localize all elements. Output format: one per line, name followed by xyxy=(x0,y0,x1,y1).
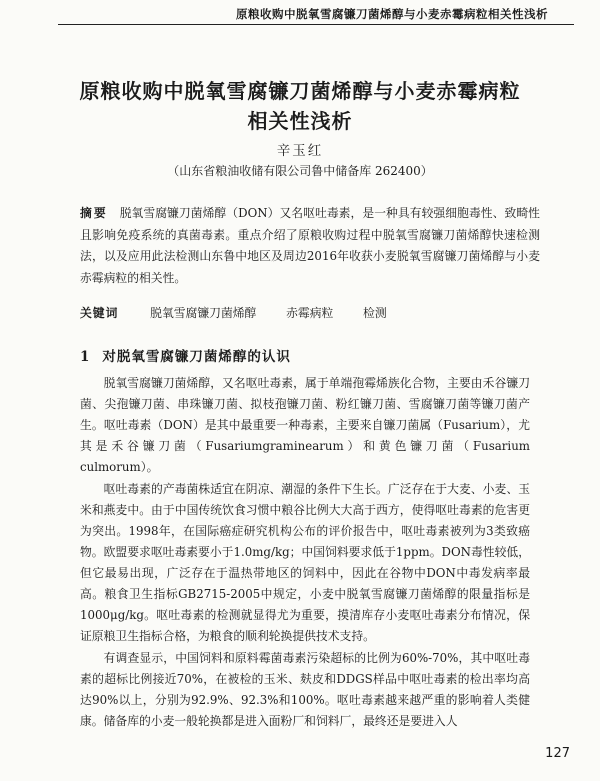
keywords-label: 关键词 xyxy=(80,306,119,320)
abstract xyxy=(80,203,540,289)
abstract-text: 脱氧雪腐镰刀菌烯醇（DON）又名呕吐毒素，是一种具有较强细胞毒性、致畸性且影响免疫系统的真菌毒素。重点介绍了原粮收购过程中脱氧雪腐镰刀菌烯醇快速检测法，以及应用此法检测山东鲁中地区及周边2016年收获小麦脱氧雪腐镰刀菌烯醇与小麦赤霉病粒的相关性。 xyxy=(80,206,540,285)
keywords xyxy=(80,303,540,324)
author-name: 辛玉红 xyxy=(276,143,324,159)
author-affiliation: （山东省粮油收储有限公司鲁中储备库 262400） xyxy=(167,164,433,178)
article-title-line-2: 相关性浅析 xyxy=(247,109,353,133)
section-number: 1 xyxy=(80,349,91,365)
section-title: 对脱氧雪腐镰刀菌烯醇的认识 xyxy=(102,349,291,365)
article-title xyxy=(0,76,600,136)
page-number: 127 xyxy=(545,746,570,761)
abstract-label: 摘要 xyxy=(80,206,108,220)
section-heading xyxy=(80,345,291,365)
running-header xyxy=(0,0,600,28)
paragraph: 脱氧雪腐镰刀菌烯醇，又名呕吐毒素，属于单端孢霉烯族化合物，主要由禾谷镰刀菌、尖孢镰刀菌、串珠镰刀菌、拟枝孢镰刀菌、粉红镰刀菌、雪腐镰刀菌等镰刀菌产生。呕吐毒素（DON）是其中最重要一种毒素，主要来自镰刀菌属（Fusarium），尤其是禾谷镰刀菌（Fusariumgraminearum）和黄色镰刀菌（Fusarium culmorum）。 xyxy=(80,376,530,474)
keyword-item: 脱氧雪腐镰刀菌烯醇 xyxy=(150,306,257,320)
paragraph: 呕吐毒素的产毒菌株适宜在阴凉、潮湿的条件下生长。广泛存在于大麦、小麦、玉米和燕麦中。由于中国传统饮食习惯中粮谷比例大大高于西方，使得呕吐毒素的危害更为突出。1998年，在国际癌症研究机构公布的评价报告中，呕吐毒素被列为3类致癌物。欧盟要求呕吐毒素要小于1.0mg/kg；中国饲料要求低于1ppm。DON毒性较低，但它最易出现，广泛存在于温热带地区的饲料中，因此在谷物中DON中毒发病率最高。粮食卫生指标GB2715-2005中规定，小麦中脱氧雪腐镰刀菌烯醇的限量指标是1000μg/kg。呕吐毒素的检测就显得尤为重要，摸清库存小麦呕吐毒素分布情况，保证原粮卫生指标合格，为粮食的顺利轮换提供技术支持。 xyxy=(80,482,530,643)
running-header-title: 原粮收购中脱氧雪腐镰刀菌烯醇与小麦赤霉病粒相关性浅析 xyxy=(236,7,548,21)
article-title-line-1: 原粮收购中脱氧雪腐镰刀菌烯醇与小麦赤霉病粒 xyxy=(79,79,521,103)
keyword-item: 赤霉病粒 xyxy=(286,306,334,320)
body-text xyxy=(80,373,530,733)
paragraph: 有调查显示，中国饲料和原料霉菌毒素污染超标的比例为60%-70%，其中呕吐毒素的超标比例接近70%，在被检的玉米、麸皮和DDGS样品中呕吐毒素的检出率均高达90%以上，分别为92.9%、92.3%和100%。呕吐毒素越来越严重的影响着人类健康。储备库的小麦一般轮换都是进入面粉厂和饲料厂，最终还是要进入人 xyxy=(80,651,530,728)
header-rule xyxy=(58,24,574,25)
keyword-item: 检测 xyxy=(363,306,387,320)
